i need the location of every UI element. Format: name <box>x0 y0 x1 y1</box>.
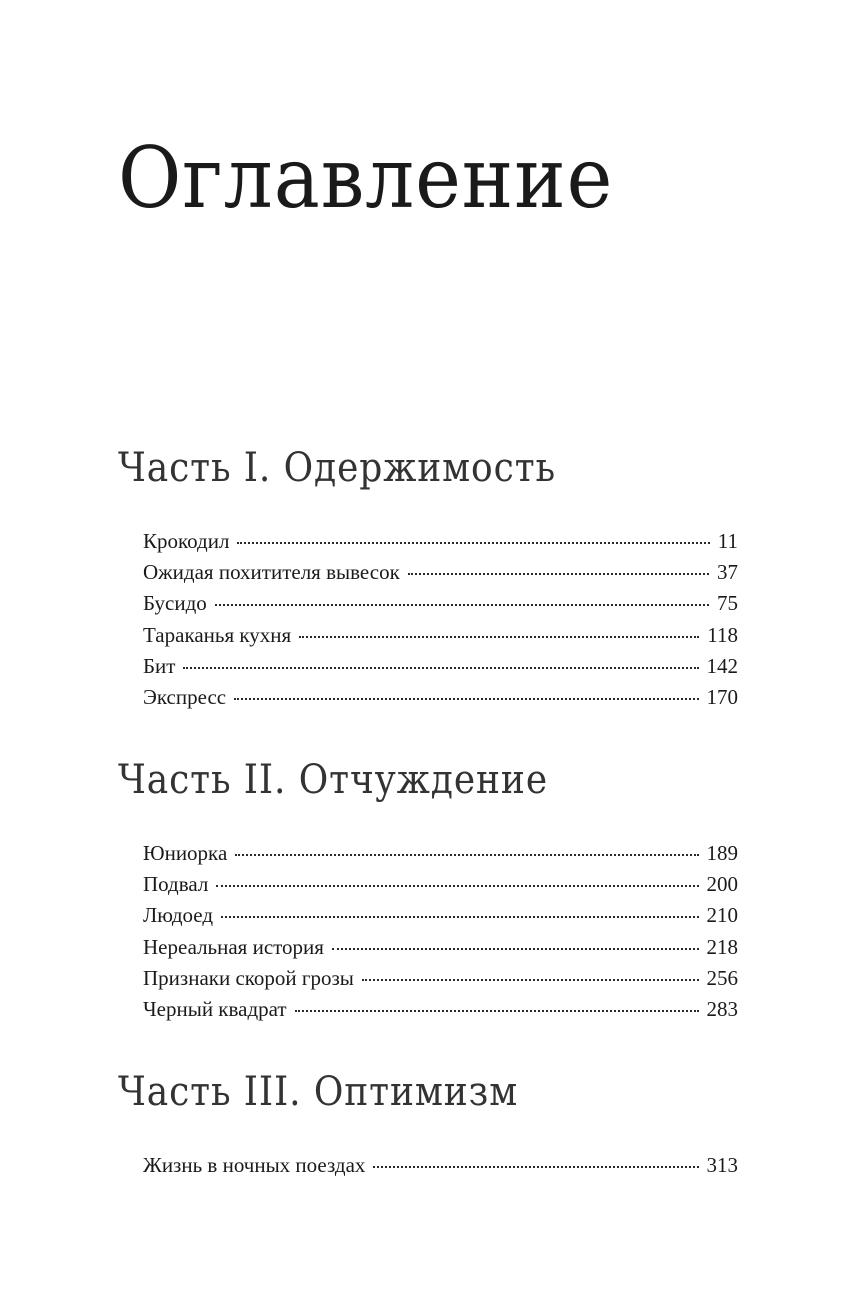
page-title: Оглавление <box>118 129 614 227</box>
entry-page-number: 283 <box>706 996 738 1021</box>
entry-page-number: 142 <box>706 653 738 678</box>
toc-entry[interactable] <box>143 838 738 869</box>
toc-entry[interactable] <box>143 588 738 619</box>
entry-title: Бит <box>143 653 176 678</box>
entry-title: Подвал <box>143 872 209 897</box>
dot-leader <box>408 573 709 575</box>
toc-entry[interactable] <box>143 869 738 900</box>
toc-entry[interactable] <box>143 557 738 588</box>
toc-entry[interactable] <box>143 963 738 994</box>
entry-title: Нереальная история <box>143 934 324 959</box>
entry-page-number: 218 <box>706 934 738 959</box>
entry-title: Тараканья кухня <box>143 622 292 647</box>
part-1 <box>118 444 738 713</box>
entry-title: Признаки скорой грозы <box>143 965 354 990</box>
entry-title: Бусидо <box>143 591 207 616</box>
entry-title: Экспресс <box>143 684 227 709</box>
dot-leader <box>332 948 699 950</box>
toc-entry[interactable] <box>143 526 738 557</box>
toc-entry[interactable] <box>143 900 738 931</box>
entry-page-number: 11 <box>717 529 738 553</box>
entry-title: Юниорка <box>143 841 228 865</box>
entry-title: Крокодил <box>143 529 230 553</box>
toc-list <box>118 838 738 1025</box>
entry-page-number: 313 <box>706 1153 738 1177</box>
entry-title: Жизнь в ночных поездах <box>143 1153 366 1177</box>
dot-leader <box>234 698 698 700</box>
dot-leader <box>299 636 699 638</box>
part-title: Часть II. Отчуждение <box>118 757 549 803</box>
entry-page-number: 118 <box>707 622 738 647</box>
toc-entry[interactable] <box>143 1150 738 1181</box>
entry-title: Ожидая похитителя вывесок <box>143 560 400 585</box>
entry-page-number: 75 <box>717 591 738 616</box>
dot-leader <box>235 854 698 856</box>
dot-leader <box>183 667 698 669</box>
toc-entry[interactable] <box>143 620 738 651</box>
entry-page-number: 37 <box>717 560 738 585</box>
toc-entry[interactable] <box>143 932 738 963</box>
dot-leader <box>373 1166 698 1168</box>
dot-leader <box>237 542 709 544</box>
entry-title: Черный квадрат <box>143 996 287 1021</box>
dot-leader <box>362 979 699 981</box>
toc-entry[interactable] <box>143 682 738 713</box>
entry-title: Людоед <box>143 903 214 928</box>
dot-leader <box>221 916 698 918</box>
entry-page-number: 210 <box>706 903 738 928</box>
part-title: Часть III. Оптимизм <box>118 1069 519 1115</box>
part-title: Часть I. Одержимость <box>118 445 557 491</box>
toc-list <box>118 526 738 713</box>
toc-entry[interactable] <box>143 651 738 682</box>
entry-page-number: 256 <box>706 965 738 990</box>
toc-list <box>118 1150 738 1181</box>
part-3 <box>118 1068 738 1181</box>
part-2 <box>118 756 738 1025</box>
entry-page-number: 170 <box>706 684 738 709</box>
entry-page-number: 200 <box>706 872 738 897</box>
toc-entry[interactable] <box>143 994 738 1025</box>
dot-leader <box>216 885 698 887</box>
dot-leader <box>295 1010 699 1012</box>
dot-leader <box>215 604 709 606</box>
entry-page-number: 189 <box>706 841 738 865</box>
